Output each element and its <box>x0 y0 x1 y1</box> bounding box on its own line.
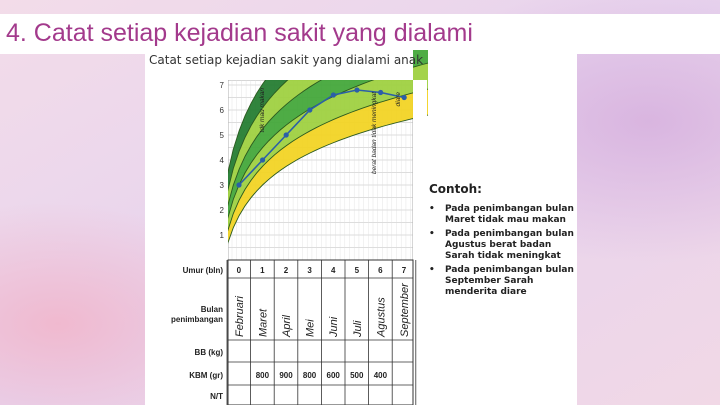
plot-mask-left <box>145 60 228 265</box>
kbm-value: 900 <box>279 371 293 380</box>
month-written-text: Mei <box>304 319 317 337</box>
month-label: 4 <box>330 266 336 275</box>
month-written <box>257 308 269 337</box>
month-label: 7 <box>401 266 407 275</box>
weight-point <box>236 182 241 187</box>
weight-point <box>402 95 407 100</box>
weight-point <box>307 107 312 112</box>
example-item: • Pada penimbangan bulan September Sarah menderita diare <box>429 265 574 298</box>
month-label: 3 <box>307 266 312 275</box>
y-tick-label: 3 <box>219 181 224 190</box>
example-item: • Pada penimbangan bulan Maret tidak mau makan <box>429 204 574 226</box>
month-written <box>328 316 340 338</box>
y-tick-label: 6 <box>219 106 224 115</box>
month-written-text: September <box>399 283 411 337</box>
month-written <box>281 314 293 338</box>
record-table <box>171 260 416 405</box>
month-written <box>305 319 317 337</box>
month-written <box>399 282 411 337</box>
row-label: N/T <box>210 392 223 401</box>
example-box <box>429 182 574 301</box>
month-written-text: Maret <box>257 308 270 337</box>
row-label: Bulan <box>200 305 223 314</box>
month-written-text: Juli <box>351 320 364 337</box>
chart-panel <box>145 50 577 405</box>
example-heading: Contoh: <box>429 182 482 196</box>
panel-title: Catat setiap kejadian sakit yang dialami anak <box>149 53 424 67</box>
month-label: 1 <box>260 266 265 275</box>
month-label: 0 <box>236 266 242 275</box>
kbm-value: 800 <box>255 371 270 380</box>
row-label: KBM (gr) <box>189 371 223 380</box>
month-written-text: Juni <box>328 316 341 337</box>
row-label: Umur (bln) <box>182 266 223 275</box>
weight-point <box>378 90 383 95</box>
annotation-text: diare <box>395 92 402 107</box>
month-written <box>375 297 387 338</box>
example-item: • Pada penimbangan bulan Agustus berat badan Sarah tidak meningkat <box>429 229 574 262</box>
row-label: BB (kg) <box>194 348 223 357</box>
slide-title: 4. Catat setiap kejadian sakit yang dialami <box>6 19 473 47</box>
annotation <box>259 88 266 133</box>
month-written-text: Februari <box>233 296 246 337</box>
weight-point <box>260 157 265 162</box>
annotation <box>371 91 378 174</box>
kbm-value: 400 <box>373 371 388 380</box>
kbm-value: 600 <box>326 371 340 380</box>
month-label: 5 <box>354 266 360 275</box>
row-label: penimbangan <box>170 315 223 324</box>
month-written <box>234 295 246 337</box>
kbm-value: 500 <box>350 371 364 380</box>
kbm-value: 800 <box>302 371 317 380</box>
month-written-text: Agustus <box>375 297 388 337</box>
month-label: 2 <box>283 266 289 275</box>
y-tick-label: 2 <box>219 206 224 215</box>
month-written <box>352 320 364 338</box>
y-tick-label: 1 <box>219 231 224 240</box>
annotation-text: tdk mau makan <box>259 88 266 133</box>
annotation <box>395 92 402 107</box>
month-written-text: April <box>281 314 293 337</box>
plot-mask-right <box>413 80 427 260</box>
weight-point <box>354 87 359 92</box>
y-tick-label: 7 <box>219 81 224 90</box>
weight-point <box>284 132 289 137</box>
y-tick-label: 5 <box>219 131 224 140</box>
weight-point <box>331 92 336 97</box>
y-tick-label: 4 <box>219 156 224 165</box>
annotation-text: berat badan tidak meningkat <box>371 92 378 175</box>
month-label: 6 <box>378 266 383 275</box>
